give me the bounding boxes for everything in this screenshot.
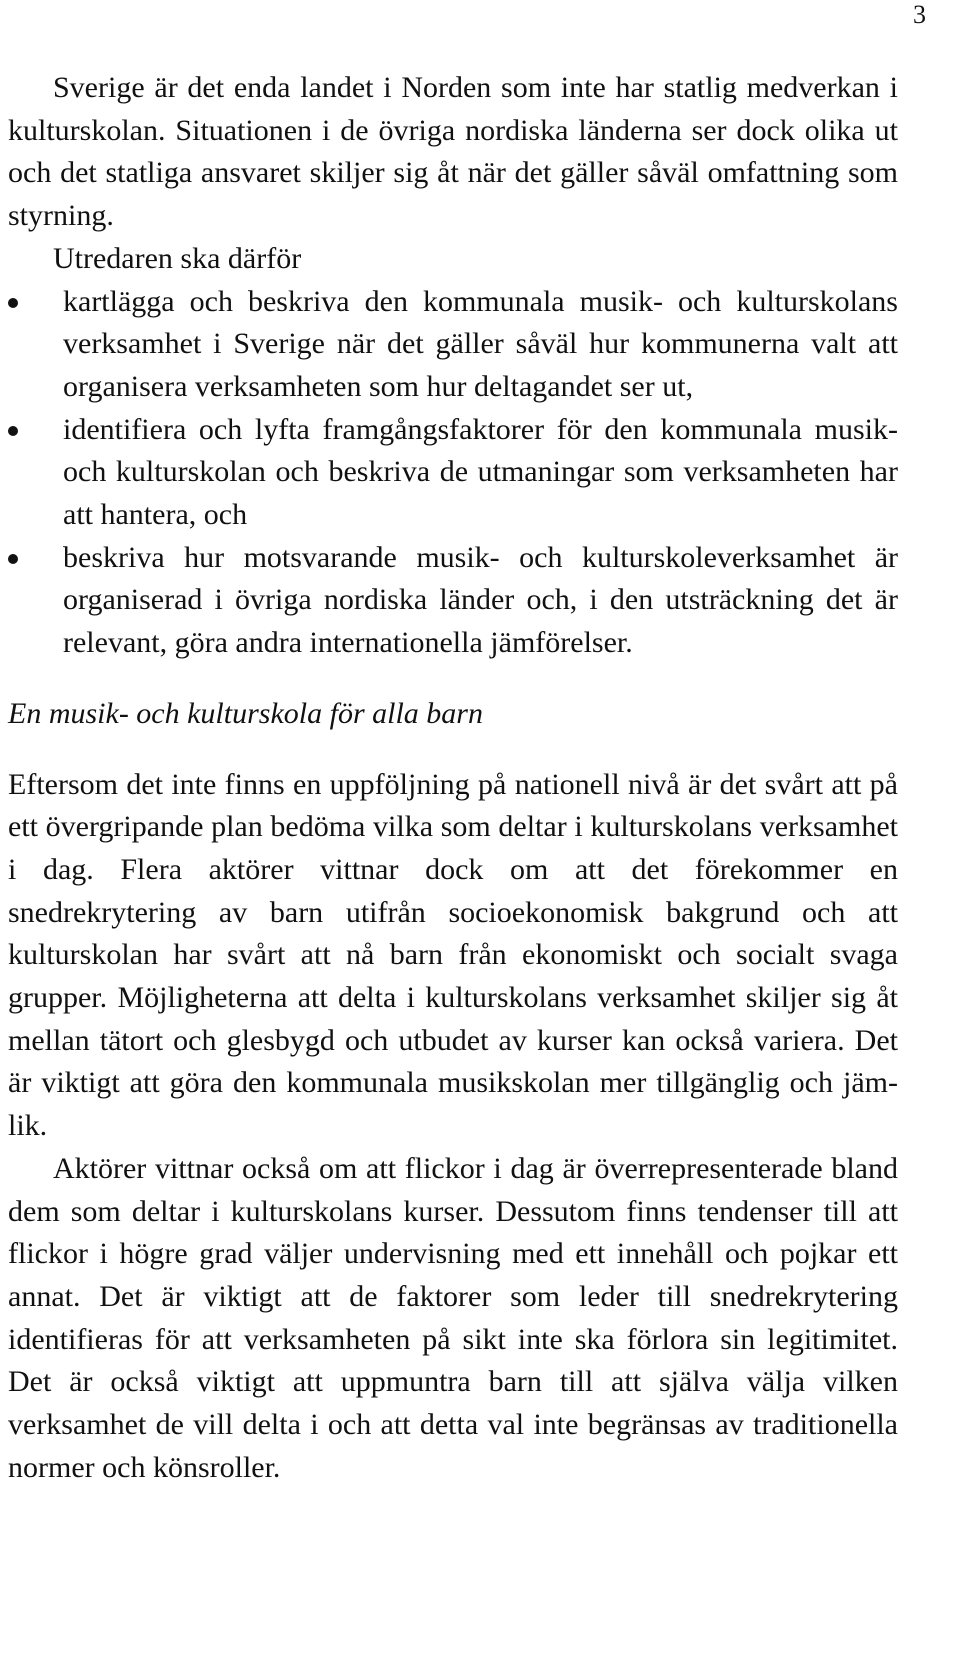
task-list xyxy=(8,281,898,665)
intro-paragraph: Sverige är det enda landet i Norden som inte har statlig medverkan i kulturskolan. Situationen i de övriga nordiska länderna ser dock olika ut och det statliga ansvaret skiljer sig åt när det gäller såväl omfattning som styrning. xyxy=(8,71,898,233)
section-heading: En musik- och kulturskola för alla barn xyxy=(8,696,483,730)
list-item-text: identifiera och lyfta framgångsfaktorer för den kommunala musik- och kulturskolan och beskriva de utmaningar som verksamheten har att hantera, och xyxy=(63,412,898,532)
tasks-lead: Utredaren ska därför xyxy=(53,241,302,275)
list-item xyxy=(8,537,898,665)
bullet-icon xyxy=(8,426,18,436)
list-item-text: beskriva hur motsvarande musik- och kulturskoleverksamhet är organiserad i övriga nordiska länder och, i den utsträckning det är relevant, göra andra internationella jämförelser. xyxy=(63,540,898,660)
list-item-text: kartlägga och beskriva den kommunala musik- och kulturskolans verksamhet i Sverige när det gäller såväl hur kommunerna valt att organisera verksamheten som hur deltagandet ser ut, xyxy=(63,284,898,403)
bullet-icon xyxy=(8,554,18,564)
document-body xyxy=(8,67,898,1490)
bullet-icon xyxy=(8,298,18,308)
list-item xyxy=(8,281,898,409)
list-item xyxy=(8,409,898,537)
body-paragraph: Eftersom det inte finns en uppföljning på nationell nivå är det svårt att på ett övergripande plan bedöma vilka som deltar i kulturskolans verksamhet i dag. Flera aktörer vittnar dock om att det förekommer en snedrekrytering av barn utifrån socioekonomisk bakgrund och att kulturskolan har svårt att nå barn från ekonomiskt och socialt svaga grupper. Möjligheterna att delta i kulturskolans verksamhet skiljer sig åt mellan tätort och glesbygd och utbudet av kurser kan också variera. Det är viktigt att göra den kommunala musikskolan mer tillgänglig och jämlik. xyxy=(8,767,898,1143)
body-paragraph: Aktörer vittnar också om att flickor i dag är överrepresenterade bland dem som deltar i kulturskolans kurser. Dessutom finns tendenser till att flickor i högre grad väljer undervisning med ett innehåll och pojkar ett annat. Det är viktigt att de faktorer som leder till snedrekrytering identifieras för att verksamheten på sikt inte ska förlora sin legitimitet. Det är också viktigt att uppmuntra barn till att själva välja vilken verksamhet de vill delta i och att detta val inte begränsas av traditionella normer och könsroller. xyxy=(8,1151,898,1484)
page-number: 3 xyxy=(913,0,926,29)
